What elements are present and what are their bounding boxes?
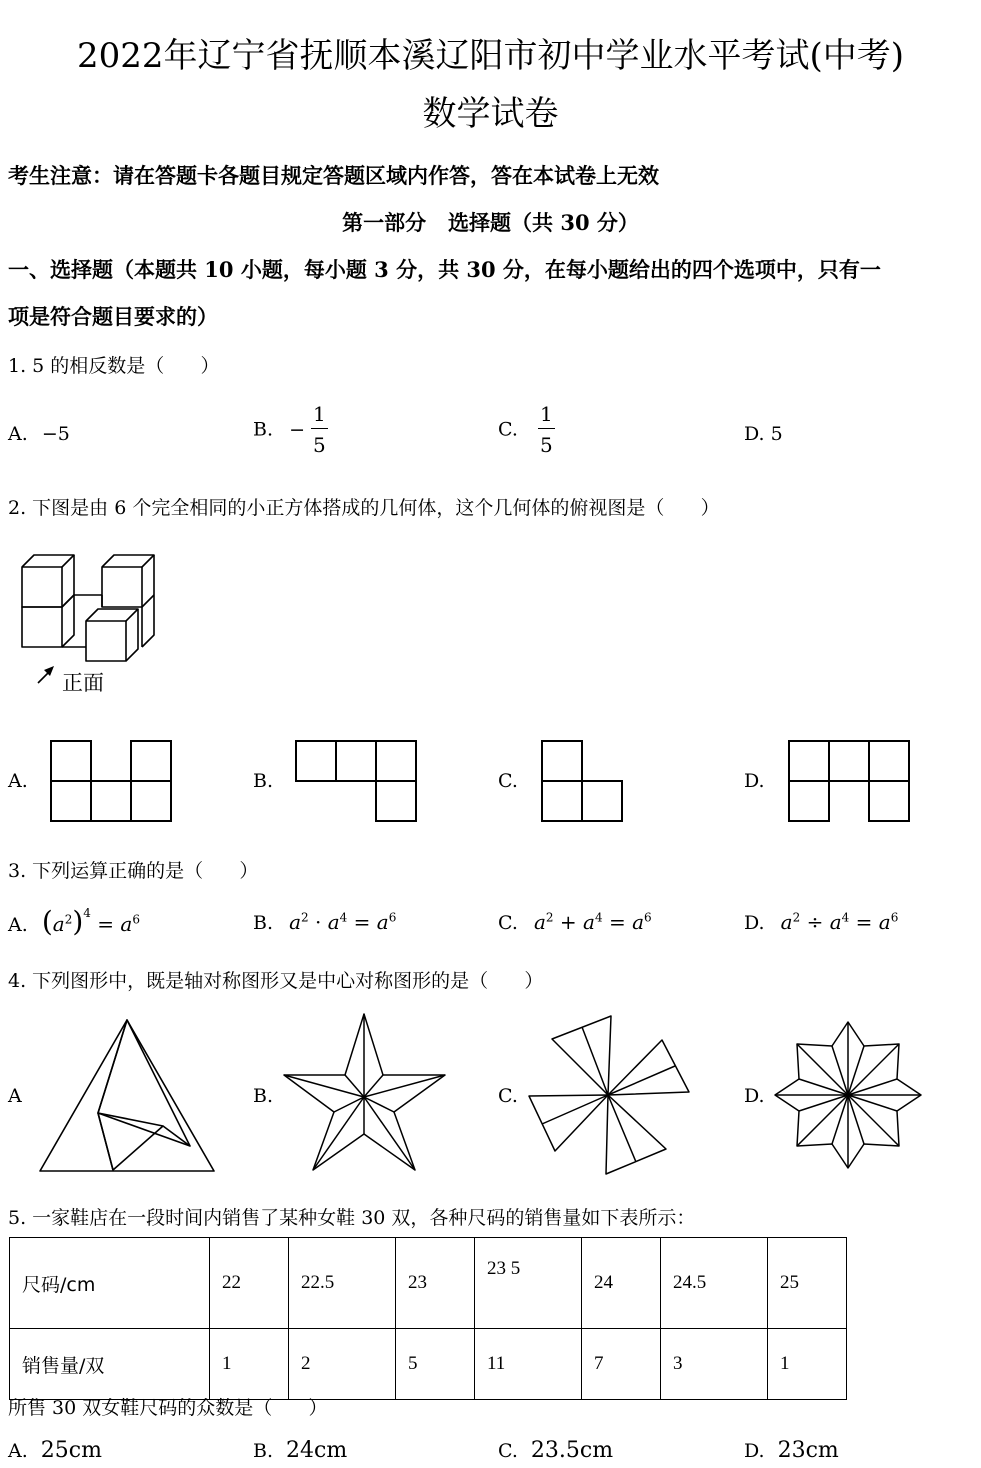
q1-option-b[interactable] xyxy=(253,404,328,455)
candidate-notice: 考生注意：请在答题卡各题目规定答题区域内作答，答在本试卷上无效 xyxy=(8,163,659,188)
q1-b-sign: − xyxy=(289,418,305,441)
question-2-stem: 2. 下图是由 6 个完全相同的小正方体搭成的几何体，这个几何体的俯视图是（ ） xyxy=(8,497,720,519)
table-cell-size: 24.5 xyxy=(661,1238,768,1329)
q3-b-expression: $a^2 \cdot a^4 = a^6$ xyxy=(289,910,397,934)
table-cell-sales: 3 xyxy=(661,1329,768,1400)
question-5-stem: 5. 一家鞋店在一段时间内销售了某种女鞋 30 双，各种尺码的销售量如下表所示： xyxy=(8,1207,696,1229)
q4-option-a-label[interactable]: A xyxy=(8,1085,22,1107)
q3-a-expression: $(a^2)^4 = a^6$ xyxy=(41,905,140,938)
q2-option-c-label[interactable]: C. xyxy=(498,770,518,792)
q5-d-value: 23cm xyxy=(777,1438,839,1463)
table-cell-size: 23 5 xyxy=(475,1238,582,1329)
q2-option-a-label[interactable]: A. xyxy=(8,770,28,792)
q1-b-fraction xyxy=(311,404,328,455)
q1-b-denominator: 5 xyxy=(313,433,326,457)
q5-c-label: C. xyxy=(498,1440,518,1462)
q3-b-label: B. xyxy=(253,912,274,934)
exam-subtitle: 数学试卷 xyxy=(422,94,559,134)
table-cell-sales: 7 xyxy=(582,1329,661,1400)
q1-option-a[interactable] xyxy=(8,423,70,445)
q5-c-value: 23.5cm xyxy=(530,1438,614,1463)
q3-option-d[interactable] xyxy=(744,910,898,934)
question-3-stem: 3. 下列运算正确的是（ ） xyxy=(8,860,259,882)
front-view-label: 正面 xyxy=(62,671,104,695)
q5-b-label: B. xyxy=(253,1440,274,1462)
q1-b-label: B. xyxy=(253,418,274,441)
table-row-sizes xyxy=(10,1238,847,1329)
q5-option-a[interactable] xyxy=(8,1438,102,1463)
table-cell-sales: 1 xyxy=(210,1329,289,1400)
q2-option-b-label[interactable]: B. xyxy=(253,770,274,792)
q5-option-d[interactable] xyxy=(744,1438,839,1463)
q3-option-a[interactable] xyxy=(8,905,140,938)
q4-option-d-label[interactable]: D. xyxy=(744,1085,765,1107)
q5-option-b[interactable] xyxy=(253,1438,347,1463)
q4-option-c-label[interactable]: C. xyxy=(498,1085,518,1107)
q1-c-label: C. xyxy=(498,418,518,441)
table-row-sales xyxy=(10,1329,847,1400)
q1-option-c[interactable] xyxy=(498,404,555,455)
q3-option-c[interactable] xyxy=(498,910,652,934)
table-cell-size: 22.5 xyxy=(289,1238,396,1329)
q2-option-d-label[interactable]: D. xyxy=(744,770,765,792)
q2-option-b-figure[interactable] xyxy=(295,740,417,822)
q3-d-label: D. xyxy=(744,912,765,934)
question-4-stem: 4. 下列图形中，既是轴对称图形又是中心对称图形的是（ ） xyxy=(8,970,544,992)
q5-b-value: 24cm xyxy=(286,1438,348,1463)
section-instructions-line2: 项是符合题目要求的） xyxy=(8,304,218,329)
q2-option-d-figure[interactable] xyxy=(788,740,910,822)
table-cell-sales: 5 xyxy=(396,1329,475,1400)
table-cell-sales: 1 xyxy=(768,1329,847,1400)
table-cell-size: 25 xyxy=(768,1238,847,1329)
q3-c-label: C. xyxy=(498,912,518,934)
question-5-prompt: 所售 30 双女鞋尺码的众数是（ ） xyxy=(8,1397,328,1419)
exam-title: 2022年辽宁省抚顺本溪辽阳市初中学业水平考试(中考) xyxy=(76,36,905,76)
section-instructions-line1: 一、选择题（本题共 10 小题，每小题 3 分，共 30 分，在每小题给出的四个选项中，只有一 xyxy=(8,257,881,282)
q5-a-label: A. xyxy=(8,1440,28,1462)
q4-option-b-star-figure[interactable] xyxy=(282,1012,447,1172)
table-cell-size: 23 xyxy=(396,1238,475,1329)
part-heading: 第一部分 选择题（共 30 分） xyxy=(342,210,639,235)
q4-option-d-flower-figure[interactable] xyxy=(773,1020,923,1170)
q4-option-a-triangle-figure[interactable] xyxy=(38,1018,216,1173)
q1-option-d[interactable]: D. 5 xyxy=(744,423,783,445)
q4-option-c-pinwheel-figure[interactable] xyxy=(527,1014,692,1176)
table-header-sales: 销售量/双 xyxy=(10,1329,210,1400)
question-1-stem: 1. 5 的相反数是（ ） xyxy=(8,355,220,377)
q1-c-fraction xyxy=(538,404,555,455)
q4-option-b-label[interactable]: B. xyxy=(253,1085,274,1107)
q3-c-expression: $a^2 + a^4 = a^6$ xyxy=(533,910,652,934)
q1-c-numerator: 1 xyxy=(538,404,555,429)
q5-d-label: D. xyxy=(744,1440,765,1462)
q1-a-value: −5 xyxy=(41,423,70,445)
q1-a-label: A. xyxy=(8,423,28,445)
q1-c-denominator: 5 xyxy=(539,433,553,457)
table-cell-sales: 2 xyxy=(289,1329,396,1400)
shoe-size-sales-table xyxy=(9,1237,847,1400)
table-cell-size: 22 xyxy=(210,1238,289,1329)
q2-option-c-figure[interactable] xyxy=(541,740,623,822)
q2-option-a-figure[interactable] xyxy=(50,740,172,822)
q3-a-label: A. xyxy=(8,914,28,936)
q5-a-value: 25cm xyxy=(40,1438,102,1463)
front-view-arrow-icon xyxy=(38,666,54,683)
q1-b-numerator: 1 xyxy=(311,404,328,429)
q3-d-expression: $a^2 \div a^4 = a^6$ xyxy=(780,910,899,934)
table-cell-sales: 11 xyxy=(475,1329,582,1400)
q3-option-b[interactable] xyxy=(253,910,396,934)
table-cell-size: 24 xyxy=(582,1238,661,1329)
q5-option-c[interactable] xyxy=(498,1438,613,1463)
table-header-size: 尺码/cm xyxy=(10,1238,210,1329)
